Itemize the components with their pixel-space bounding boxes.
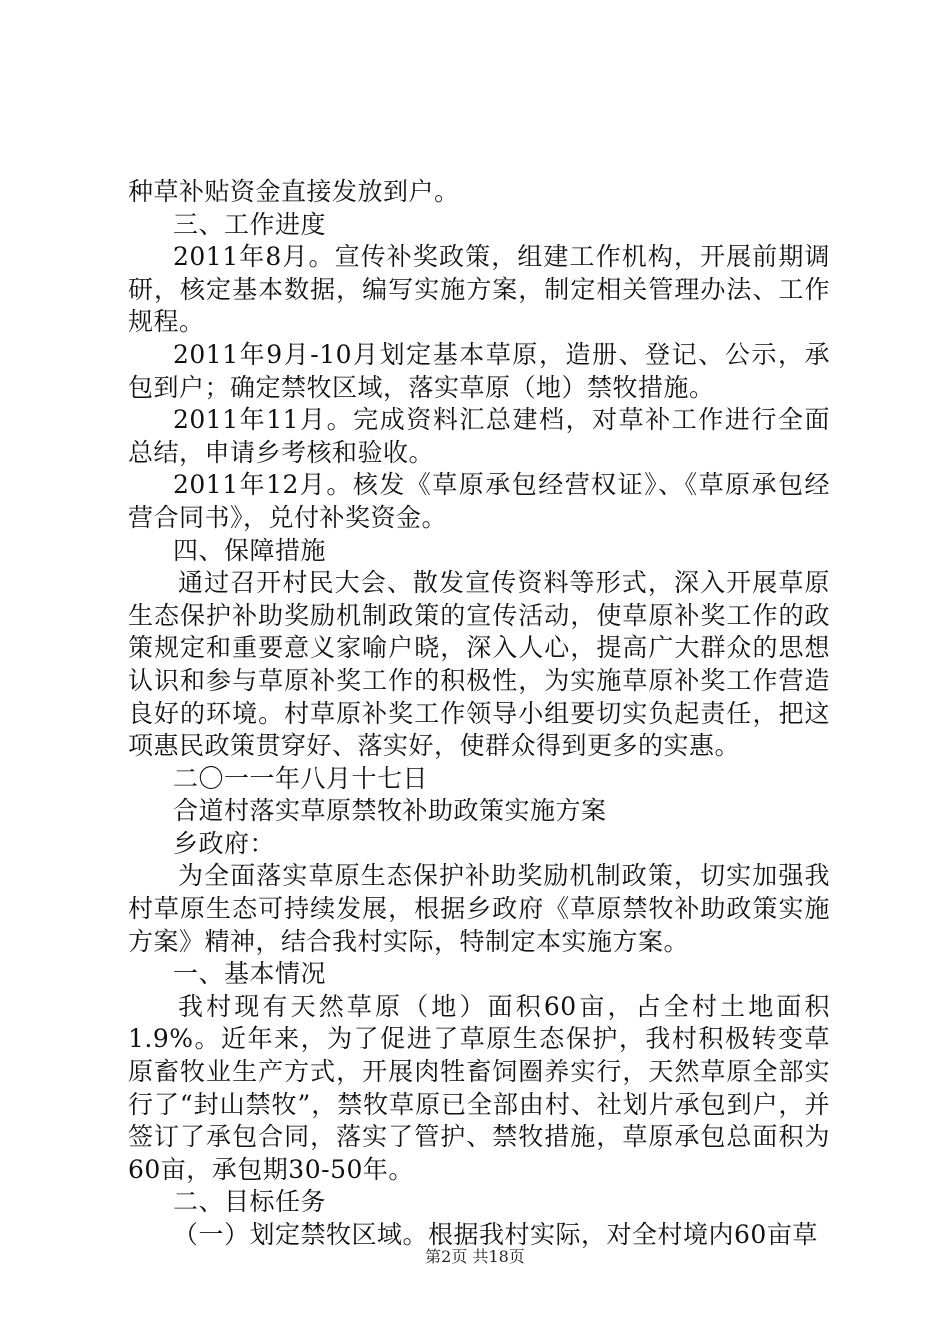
paragraph-safeguards: 通过召开村民大会、散发宣传资料等形式，深入开展草原生态保护补助奖励机制政策的宣传活动，使草原补奖工作的政策规定和重要意义家喻户晓，深入人心，提高广大群众的思想认识和参与草原补奖工作的积极性，为实施草原补奖工作营造良好的环境。村草原补奖工作领导小组要切实负起责任，把这项惠民政策贯穿好、落实好，使群众得到更多的实惠。 (128, 568, 830, 761)
paragraph-progress-december: 2011年12月。核发《草原承包经营权证》、《草原承包经营合同书》，兑付补奖资金。 (128, 470, 830, 532)
paragraph-progress-september: 2011年9月-10月划定基本草原，造册、登记、公示，承包到户；确定禁牧区域，落实草原（地）禁牧措施。 (128, 339, 830, 402)
paragraph-progress-august: 2011年8月。宣传补奖政策，组建工作机构，开展前期调研，核定基本数据，编写实施方案，制定相关管理办法、工作规程。 (128, 242, 830, 337)
heading-goals: 二、目标任务 (173, 1187, 327, 1217)
heading-safeguards: 四、保障措施 (173, 535, 327, 565)
addressee: 乡政府： (173, 828, 276, 858)
paragraph-progress-november: 2011年11月。完成资料汇总建档，对草补工作进行全面总结，申请乡考核和验收。 (128, 405, 830, 467)
paragraph-introduction: 为全面落实草原生态保护补助奖励机制政策，切实加强我村草原生态可持续发展，根据乡政府《草原禁牧补助政策实施方案》精神，结合我村实际，特制定本实施方案。 (128, 861, 830, 956)
page-footer: 第2页 共18页 (425, 1247, 525, 1266)
paragraph-basic-situation: 我村现有天然草原（地）面积60亩，占全村土地面积1.9%。近年来，为了促进了草原生态保护，我村积极转变草原畜牧业生产方式，开展肉牲畜饲圈养实行，天然草原全部实行了“封山禁牧”，禁牧草原已全部由村、社划片承包到户，并签订了承包合同，落实了管护、禁牧措施，草原承包总面积为60亩，承包期30-50年。 (128, 991, 830, 1184)
document-title: 合道村落实草原禁牧补助政策实施方案 (173, 796, 607, 826)
document-body (128, 176, 830, 1252)
paragraph-subsidy-continuation: 种草补贴资金直接发放到户。 (128, 177, 460, 206)
paragraph-goal-one: （一）划定禁牧区域。根据我村实际，对全村境内60亩草 (173, 1220, 818, 1249)
document-date: 二〇一一年八月十七日 (173, 763, 429, 793)
heading-basic-situation: 一、基本情况 (173, 959, 327, 989)
heading-work-progress: 三、工作进度 (173, 209, 327, 239)
